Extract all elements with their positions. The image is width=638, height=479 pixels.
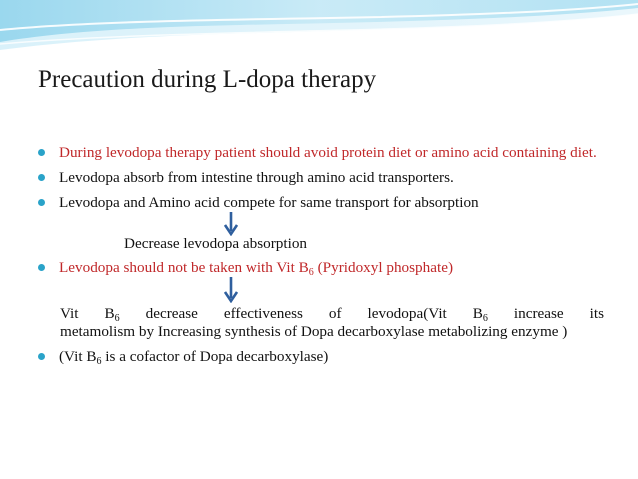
bullet-dot-icon bbox=[38, 353, 45, 360]
bullet-item bbox=[38, 347, 604, 366]
bullet-dot-icon bbox=[38, 149, 45, 156]
bullet-text: During levodopa therapy patient should avoid protein diet or amino acid containing diet. bbox=[59, 144, 597, 161]
bullet-text-before: (Vit B bbox=[59, 348, 97, 365]
explanation-rest: metamolism by Increasing synthesis of Dopa decarboxylase metabolizing enzyme ) bbox=[60, 323, 568, 340]
subscript: 6 bbox=[482, 313, 488, 324]
explanation-first-line bbox=[60, 305, 604, 323]
bullet-item bbox=[38, 143, 604, 162]
bullet-text: Levodopa and Amino acid compete for same transport for absorption bbox=[59, 194, 479, 211]
slide-content bbox=[38, 143, 604, 366]
bullet-item bbox=[38, 258, 604, 277]
bullet-dot-icon bbox=[38, 174, 45, 181]
explanation-paragraph bbox=[38, 305, 604, 341]
arrow-row bbox=[38, 277, 604, 305]
text-segment: decrease effectiveness of levodopa(Vit B bbox=[119, 305, 483, 322]
text-segment: increase its bbox=[487, 305, 604, 322]
bullet-text: Levodopa absorb from intestine through amino acid transporters. bbox=[59, 169, 454, 186]
subscript: 6 bbox=[114, 313, 120, 324]
bullet-dot-icon bbox=[38, 264, 45, 271]
result-line: Decrease levodopa absorption bbox=[124, 235, 308, 252]
text-segment: Vit B bbox=[60, 305, 115, 322]
slide-title: Precaution during L-dopa therapy bbox=[38, 66, 377, 93]
bullet-text-after: is a cofactor of Dopa decarboxylase) bbox=[101, 348, 329, 365]
subscript: 6 bbox=[308, 267, 314, 278]
bullet-item bbox=[38, 168, 604, 187]
bullet-dot-icon bbox=[38, 199, 45, 206]
bullet-text-after: (Pyridoxyl phosphate) bbox=[313, 259, 453, 276]
bullet-item bbox=[38, 193, 604, 212]
down-arrow-icon bbox=[224, 277, 238, 303]
bullet-text-before: Levodopa should not be taken with Vit B bbox=[59, 259, 309, 276]
arrow-row bbox=[38, 212, 604, 234]
header-swoosh-decoration bbox=[0, 0, 638, 60]
down-arrow-icon bbox=[224, 212, 238, 236]
subscript: 6 bbox=[96, 356, 102, 367]
